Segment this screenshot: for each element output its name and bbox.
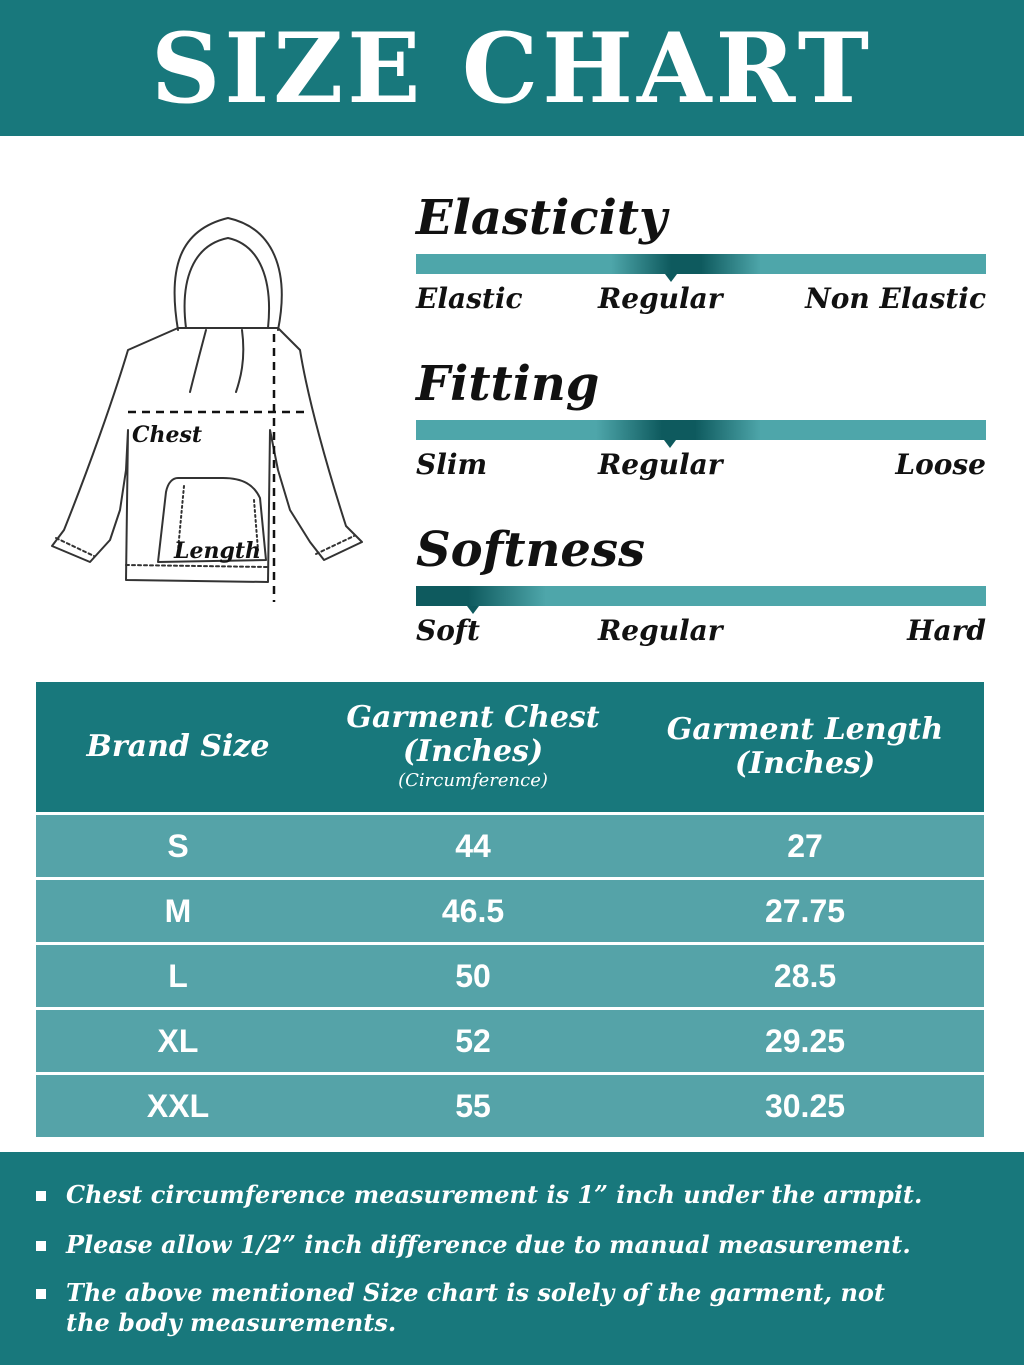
header-brand-size: [36, 682, 320, 814]
softness-label-low: Soft: [416, 614, 480, 647]
hoodie-diagram: [28, 210, 418, 620]
cell-length: 27: [626, 814, 984, 879]
bullet-icon: [36, 1191, 46, 1201]
note-item: [36, 1180, 922, 1210]
elasticity-scale: [416, 190, 986, 322]
cell-chest: 52: [320, 1009, 626, 1074]
elasticity-indicator: [665, 274, 677, 282]
header-sublabel: (Circumference): [398, 770, 548, 791]
table-row: [36, 879, 984, 944]
cell-length: 30.25: [626, 1074, 984, 1138]
fitting-label-low: Slim: [416, 448, 488, 481]
softness-indicator: [467, 606, 479, 614]
table-header-row: [36, 682, 984, 814]
note-text: The above mentioned Size chart is solely of the garment, not the body measurements.: [66, 1278, 886, 1337]
cell-size: M: [36, 879, 320, 944]
softness-scale: [416, 522, 986, 654]
elasticity-label-low: Elastic: [416, 282, 523, 315]
bullet-icon: [36, 1241, 46, 1251]
cell-chest: 50: [320, 944, 626, 1009]
header-garment-chest: [320, 682, 626, 814]
length-label: Length: [174, 538, 262, 564]
softness-label-high: Hard: [907, 614, 986, 647]
fitting-label-mid: Regular: [598, 448, 723, 481]
elasticity-bar: [416, 254, 986, 274]
notes-panel: [0, 1152, 1024, 1365]
fitting-label-high: Loose: [895, 448, 986, 481]
elasticity-label-mid: Regular: [598, 282, 723, 315]
elasticity-label-high: Non Elastic: [805, 282, 986, 315]
chest-label: Chest: [132, 422, 203, 448]
fitting-title: Fitting: [416, 356, 600, 412]
note-item: [36, 1230, 911, 1260]
cell-length: 28.5: [626, 944, 984, 1009]
cell-size: XL: [36, 1009, 320, 1074]
cell-length: 27.75: [626, 879, 984, 944]
table-row: [36, 944, 984, 1009]
note-text: Please allow 1/2” inch difference due to manual measurement.: [66, 1230, 911, 1259]
softness-title: Softness: [416, 522, 645, 578]
cell-size: L: [36, 944, 320, 1009]
header-garment-length: [626, 682, 984, 814]
table-row: [36, 1074, 984, 1138]
table-row: [36, 1009, 984, 1074]
fitting-scale: [416, 356, 986, 488]
note-item: [36, 1278, 896, 1338]
fitting-indicator: [664, 440, 676, 448]
cell-size: XXL: [36, 1074, 320, 1138]
fitting-bar: [416, 420, 986, 440]
size-table: [36, 682, 984, 1137]
note-text: Chest circumference measurement is 1” inch under the armpit.: [66, 1180, 923, 1209]
cell-chest: 55: [320, 1074, 626, 1138]
header-label: Brand Size: [86, 729, 270, 764]
page-title: SIZE CHART: [150, 11, 874, 125]
title-banner: [0, 0, 1024, 136]
softness-label-mid: Regular: [598, 614, 723, 647]
table-row: [36, 814, 984, 879]
elasticity-title: Elasticity: [416, 190, 667, 246]
cell-length: 29.25: [626, 1009, 984, 1074]
header-label: Garment Length (Inches): [666, 712, 944, 781]
bullet-icon: [36, 1289, 46, 1299]
cell-chest: 44: [320, 814, 626, 879]
cell-size: S: [36, 814, 320, 879]
header-label: Garment Chest (Inches): [346, 700, 600, 769]
cell-chest: 46.5: [320, 879, 626, 944]
softness-bar: [416, 586, 986, 606]
